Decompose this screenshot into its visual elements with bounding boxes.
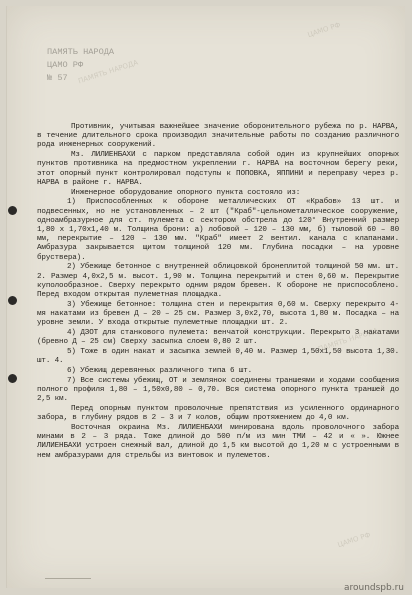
archive-stamp	[47, 46, 197, 118]
list-item: 6) Убежищ деревянных различного типа 6 шт.	[67, 367, 253, 376]
document-body	[37, 123, 399, 461]
paragraph: Противник, учитывая важнейшее значение оборонительного рубежа по р. НАРВА, в течение длительного срока производил значительные работы по созданию различного рода инженерных сооружений.	[37, 123, 399, 150]
list-item: 2) Убежище бетонное с внутренней облицовкой бронеплитой толщиной 50 мм. шт. 2. Размер 4,0х2,5 м. высот. 1,90 м. Толщина перекрытий и стен 0,60 м. Перекрытие куполообразное. Сверху перекрыто одним рядом бревен. К обороне не приспособлено. Перед входом открытая пулеметная площадка.	[37, 263, 399, 300]
paragraph: Восточная окраина Мз. ЛИЛИЕНБАХИ минирована вдоль проволочного забора минами в 2 – 3 ряда. Тоже длиной до 500 п/м из мин ТМИ – 42 и « ». Южнее ЛИЛИЕНБАХИ устроен снежный вал, длиной до 1,5 км высотой до 1,20 м с устроенными в нем амбразурами для стрельбы из винтовок и пулеметов.	[37, 424, 399, 460]
watermark: ЦАМО РФ	[306, 20, 342, 40]
watermark: ПАМЯТЬ НАРОДА	[77, 58, 140, 86]
binder-hole	[8, 296, 17, 305]
document-page	[6, 6, 405, 588]
paragraph: Инженерное оборудование опорного пункта состояло из:	[71, 188, 301, 197]
page-mark	[45, 569, 91, 579]
paragraph: Мз. ЛИЛИЕНБАХИ с парком представляла собой один из крупнейших опорных пунктов противника на предмостном укреплении г. НАРВА на восточном берегу реки, этот опорный пункт контролировал подступы к ПОПОВКА, ЯППИНИ и переправу через р. НАРВА в районе г. НАРВА.	[37, 151, 399, 187]
source-url: aroundspb.ru	[343, 583, 404, 593]
watermark: ЦАМО РФ	[336, 530, 372, 550]
stamp-line: ЦАМО РФ	[47, 60, 84, 70]
stamp-line: ПАМЯТЬ НАРОДА	[47, 47, 115, 57]
binder-hole	[8, 374, 17, 383]
list-item: 3) Убежище бетонное: толщина стен и перекрытия 0,60 м. Сверху перекрыто 4-мя накатами из бревен Д – 20 – 25 см. Размер 3,0х2,70, высота 1,80 м. Посадка – на уровне земли. У входа открытые пулеметные площадки шт. 2.	[37, 300, 399, 328]
paragraph: Перед опорным пунктом проволочные препятствия из усиленного ординарного забора, в глубину рядов в 2 – 3 и 7 колов, общим протяжением до 4,0 км.	[37, 405, 399, 423]
watermark: ПАМЯТЬ НАРОДА	[317, 326, 380, 354]
list-item: 4) ДЗОТ для станкового пулемета: венчатой конструкции. Перекрыто 3 накатами (бревно Д – 25 см) Сверху засыпка слоем 0,80 2 шт.	[37, 329, 399, 347]
binder-hole	[8, 206, 17, 215]
list-item: 7) Все системы убежищ, ОТ и землянок соединены траншеями и ходами сообщения полного профиля 1,80 – 1,50х0,80 – 0,70. Вся система опорного пункта траншей до 2,5 км.	[37, 376, 399, 404]
list-item: 5) Тоже в один накат и засыпка землей 0,40 м. Размер 1,50х1,50 высота 1,30. шт. 4.	[37, 348, 399, 366]
list-item: 1) Приспособленных к обороне металлических ОТ «Крабов» 13 шт. и подвесенных, но не установленных – 2 шт ("Краб"-цельнометаллическое сооружение, одноамбразурное для ст. пулемета с сектором обстрела до 120° Внутренний размер 1,80 х 1,70х1,40 м. Толщина брони: а) лобовой – 120 – 130 мм, б) тыловой 60 – 80 мм, перекрытие – 120 – 130 мм. "Краб" имеет 2 вентил. канала с клапанами. Амбразура закрывается щитом толщиной 120 мм. Глубина посадки – на уровне бруствера).	[37, 198, 399, 262]
stamp-line: № 57	[47, 73, 68, 83]
